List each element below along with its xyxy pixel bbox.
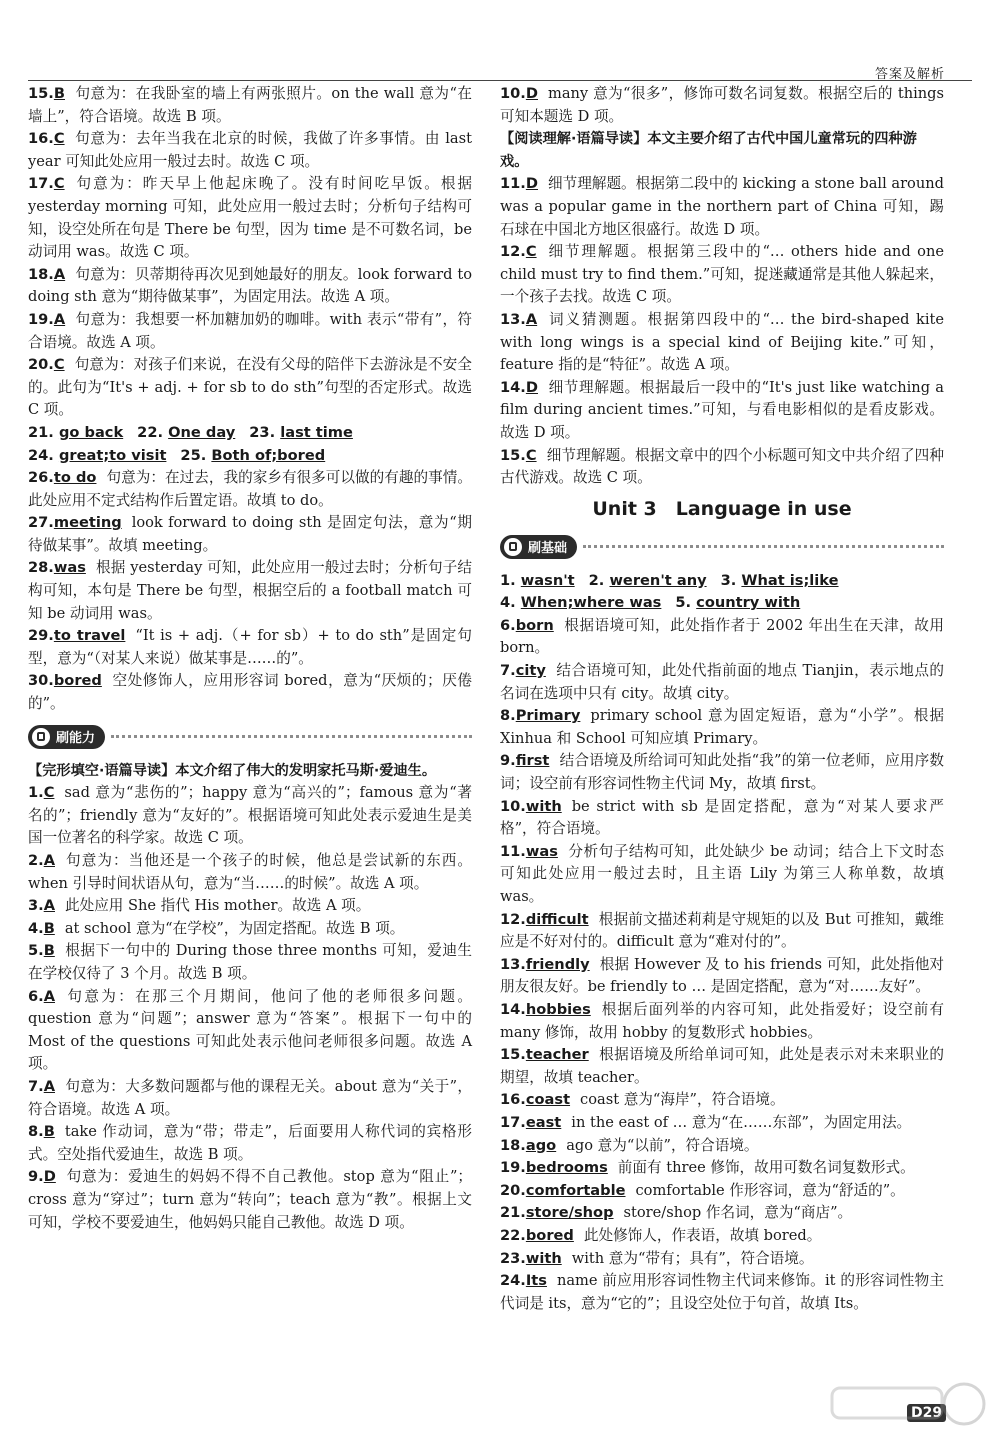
item-explanation: 此处应用 She 指代 His mother。故选 A 项。 — [65, 897, 371, 915]
item-number: 10. — [500, 797, 526, 815]
item-answer: A — [43, 1077, 55, 1095]
item-number: 27. — [28, 514, 54, 532]
item-answer: Primary — [515, 707, 581, 725]
answer-item — [28, 467, 472, 512]
item-number: 17. — [500, 1113, 526, 1131]
item-number: 16. — [28, 130, 54, 148]
item-number: 2. — [28, 852, 44, 869]
item-answer: first — [515, 752, 550, 770]
answer-item — [500, 841, 944, 909]
answer-item — [28, 940, 472, 985]
item-number: 8. — [28, 1123, 44, 1141]
answer-segment — [675, 594, 800, 611]
answer-item — [28, 512, 472, 557]
item-number: 26. — [28, 469, 54, 487]
book-icon — [504, 538, 522, 556]
answer-item — [500, 1157, 944, 1180]
item-explanation: 句意为：贝蒂期待再次见到她最好的朋友。look forward to doing sth 意为“期待做某事”，为固定用法。故选 A 项。 — [28, 265, 472, 306]
item-number: 18. — [500, 1136, 526, 1154]
item-explanation: 结合语境及所给词可知此处指“我”的第一位老师，应用序数词；设空前有形容词性物主代词 My，故填 first。 — [500, 752, 944, 793]
answer-item — [500, 445, 944, 490]
item-answer: country with — [696, 594, 801, 612]
item-explanation: 句意为：昨天早上他起床晚了。没有时间吃早饭。根据 yesterday morning 可知，此处应用一般过去时；分析句子结构可知，设空处所在句是 There be 句型，因为 time 是不可数名词，be 动词用 was。故选 C 项。 — [28, 175, 472, 261]
item-answer: hobbies — [525, 1000, 591, 1018]
item-number: 9. — [28, 1168, 44, 1186]
item-explanation: name 前应用形容词性物主代词来修饰。it 的形容词性物主代词是 its，意为“它的”；且设空处位于句首，故填 Its。 — [500, 1272, 944, 1312]
item-number: 13. — [500, 310, 526, 328]
item-explanation: ago 意为“以前”，符合语境。 — [566, 1136, 759, 1154]
item-number: 5. — [675, 594, 692, 612]
item-number: 14. — [500, 378, 526, 396]
item-number: 24. — [28, 446, 54, 464]
badge-label: 刷基础 — [528, 541, 568, 557]
answer-item — [500, 241, 944, 309]
item-number: 5. — [28, 942, 44, 960]
item-explanation: coast 意为“海岸”，符合语境。 — [580, 1091, 785, 1109]
item-number: 7. — [28, 1077, 44, 1095]
answer-segment — [28, 424, 123, 441]
item-explanation: 句意为：去年当我在北京的时候，我做了许多事情。由 last year 可知此处应用一般过去时。故选 C 项。 — [28, 130, 472, 170]
answer-segment — [249, 424, 353, 441]
answer-item — [28, 264, 472, 309]
item-number: 6. — [500, 616, 516, 634]
left-items-a — [28, 83, 472, 422]
item-answer: east — [525, 1113, 562, 1131]
item-explanation: store/shop 作名词，意为“商店”。 — [623, 1204, 853, 1222]
item-explanation: 根据 However 及 to his friends 可知，此处指他对朋友很友好。be friendly to … 是固定搭配，意为“对……友好”。 — [500, 955, 944, 996]
item-explanation: many 意为“很多”，修饰可数名词复数。根据空后的 things 可知本题选 D 项。 — [500, 85, 944, 125]
answer-item — [28, 895, 472, 918]
answer-item — [28, 1166, 472, 1234]
item-answer: weren't any — [609, 571, 707, 589]
item-explanation: comfortable 作形容词，意为“舒适的”。 — [635, 1181, 905, 1199]
item-explanation: 空处修饰人，应用形容词 bored，意为“厌烦的；厌倦的”。 — [28, 672, 472, 713]
item-explanation: 根据 yesterday 可知，此处应用一般过去时；分析句子结构可知，本句是 There be 句型，根据空后的 a football match 可知 be 动词用 was。 — [28, 559, 472, 622]
cloze-intro: 【完形填空·语篇导读】本文介绍了伟大的发明家托马斯·爱迪生。 — [28, 762, 437, 779]
item-explanation: 此处修饰人，作表语，故填 bored。 — [583, 1226, 822, 1244]
item-answer: B — [43, 919, 55, 937]
item-answer: D — [43, 1168, 56, 1186]
item-explanation: 结合语境可知，此处代指前面的地点 Tianjin，表示地点的名词在选项中只有 city。故填 city。 — [500, 662, 944, 702]
answer-item — [28, 782, 472, 850]
item-explanation: 前面有 three 修饰，故用可数名词复数形式。 — [617, 1159, 915, 1177]
item-number: 15. — [500, 446, 526, 464]
answer-item — [28, 986, 472, 1076]
item-number: 6. — [28, 987, 44, 1005]
item-number: 25. — [180, 446, 207, 464]
item-number: 17. — [28, 175, 54, 193]
answer-segment — [137, 424, 235, 441]
item-answer: B — [43, 942, 55, 960]
item-number: 19. — [500, 1159, 526, 1177]
answer-item — [500, 1112, 944, 1135]
item-answer: difficult — [525, 910, 589, 928]
header-rule — [28, 80, 972, 81]
answer-group-1-3 — [500, 570, 944, 593]
answer-item — [500, 796, 944, 841]
item-number: 1. — [500, 571, 516, 589]
item-answer: B — [53, 85, 65, 102]
item-explanation: 句意为：对孩子们来说，在没有父母的陪伴下去游泳是不安全的。此句为“It's + adj. + for sb to do sth”句型的否定形式。故选 C 项。 — [28, 356, 472, 419]
item-explanation: 句意为：在过去，我的家乡有很多可以做的有趣的事情。此处应用不定式结构作后置定语。故填 to do。 — [28, 469, 472, 509]
answer-item — [500, 1089, 944, 1112]
answer-item — [500, 615, 944, 660]
item-number: 19. — [28, 310, 54, 328]
item-explanation: 根据语境及所给单词可知，此处是表示对未来职业的期望，故填 teacher。 — [500, 1046, 944, 1086]
item-number: 29. — [28, 627, 54, 645]
item-number: 1. — [28, 784, 44, 802]
answer-item — [28, 557, 472, 625]
item-answer: was — [525, 842, 558, 860]
item-number: 30. — [28, 672, 54, 690]
item-explanation: with 意为“带有；具有”，符合语境。 — [571, 1249, 814, 1267]
item-number: 28. — [28, 559, 54, 577]
item-number: 15. — [500, 1046, 526, 1064]
left-column — [28, 83, 472, 1234]
item-answer: born — [515, 616, 554, 634]
item-answer: bedrooms — [525, 1159, 608, 1177]
item-answer: with — [525, 797, 562, 815]
item-answer: C — [525, 243, 537, 261]
item-number: 16. — [500, 1091, 526, 1109]
item-answer: C — [43, 784, 55, 802]
item-answer: B — [43, 1123, 55, 1141]
item-number: 4. — [500, 594, 516, 612]
item-explanation: 句意为：在我卧室的墙上有两张照片。on the wall 意为“在墙上”，符合语境。故选 B 项。 — [28, 85, 472, 125]
item-number: 3. — [28, 897, 44, 915]
answer-item — [500, 173, 944, 241]
item-answer: One day — [168, 423, 236, 441]
answer-item — [500, 1180, 944, 1203]
book-icon — [32, 728, 50, 746]
item-number: 21. — [500, 1204, 526, 1222]
right-items-b — [500, 173, 944, 489]
reading-intro: 【阅读理解·语篇导读】本文主要介绍了古代中国儿童常玩的四种游戏。 — [500, 131, 917, 170]
item-number: 15. — [28, 85, 54, 102]
item-answer: go back — [58, 423, 124, 441]
answer-item — [500, 954, 944, 999]
answer-item — [500, 705, 944, 750]
item-answer: last time — [280, 423, 353, 441]
item-number: 21. — [28, 423, 54, 441]
item-answer: ago — [525, 1136, 557, 1154]
answer-item — [28, 918, 472, 941]
item-number: 4. — [28, 919, 44, 937]
item-answer: D — [525, 85, 538, 102]
answer-item — [28, 1076, 472, 1121]
answer-segment — [500, 594, 661, 611]
right-items-c — [500, 615, 944, 1315]
item-explanation: 根据前文描述莉莉是守规矩的以及 But 可推知，戴维应是不好对付的。difficult 意为“难对付的”。 — [500, 910, 944, 951]
item-explanation: be strict with sb 是固定搭配，意为“对某人要求严格”，符合语境。 — [500, 797, 944, 838]
item-explanation: 细节理解题。根据文章中的四个小标题可知文中共介绍了四种古代游戏。故选 C 项。 — [500, 446, 944, 487]
item-number: 9. — [500, 752, 516, 770]
item-number: 11. — [500, 175, 526, 193]
item-explanation: primary school 意为固定短语，意为“小学”。根据 Xinhua 和 School 可知应填 Primary。 — [500, 707, 944, 747]
item-explanation: 句意为：大多数问题都与他的课程无关。about 意为“关于”，符合语境。故选 A 项。 — [28, 1077, 472, 1118]
item-answer: meeting — [53, 514, 122, 532]
item-explanation: 根据下一句中的 During those three months 可知，爱迪生在学校仅待了 3 个月。故选 B 项。 — [28, 942, 472, 982]
item-answer: D — [525, 378, 538, 396]
item-explanation: in the east of … 意为“在……东部”，为固定用法。 — [571, 1113, 912, 1131]
item-explanation: 细节理解题。根据第二段中的 kicking a stone ball around was a popular game in the northern part of China 可知，踢石球在中国北方地区很盛行。故选 D 项。 — [500, 175, 944, 238]
answer-item — [28, 128, 472, 173]
dotted-divider — [583, 545, 944, 548]
item-answer: wasn't — [520, 571, 575, 589]
item-explanation: “It is + adj.（+ for sb）+ to do sth”是固定句型，意为“（对某人来说）做某事是……的”。 — [28, 627, 472, 667]
item-answer: Both of;bored — [211, 446, 326, 464]
item-explanation: 根据后面列举的内容可知，此处指爱好；设空前有 many 修饰，故用 hobby 的复数形式 hobbies。 — [500, 1000, 944, 1041]
item-answer: to travel — [53, 627, 126, 645]
dotted-divider — [111, 735, 472, 738]
item-answer: great;to visit — [58, 446, 167, 464]
right-column — [500, 83, 944, 1315]
answer-item — [500, 309, 944, 377]
answer-group-21-23 — [28, 422, 472, 445]
answer-item — [500, 1202, 944, 1225]
item-number: 2. — [588, 571, 605, 589]
left-items-b — [28, 467, 472, 716]
item-number: 20. — [500, 1181, 526, 1199]
item-number: 18. — [28, 265, 54, 283]
answer-group-24-25 — [28, 445, 472, 468]
answer-item — [28, 625, 472, 670]
badge — [28, 725, 105, 749]
item-explanation: 细节理解题。根据最后一段中的“It's just like watching a film during ancient times.”可知，与看电影相似的是看皮影戏。故选 D 项。 — [500, 378, 944, 441]
badge — [500, 535, 577, 559]
item-answer: A — [53, 310, 66, 328]
answer-item — [500, 909, 944, 954]
item-explanation: at school 意为“在学校”，为固定搭配。故选 B 项。 — [64, 919, 405, 937]
item-answer: C — [53, 175, 65, 193]
item-answer: friendly — [525, 955, 590, 973]
answer-item — [500, 660, 944, 705]
item-answer: city — [515, 662, 546, 680]
item-explanation: 根据语境可知，此处指作者于 2002 年出生在天津，故用 born。 — [500, 616, 944, 657]
item-answer: C — [525, 446, 537, 464]
item-answer: comfortable — [525, 1181, 626, 1199]
header-title: 答案及解析 — [874, 67, 945, 82]
item-answer: bored — [53, 672, 102, 690]
item-explanation: 细节理解题。根据第三段中的“… others hide and one child must try to find them.”可知，捉迷藏通常是其他人躲起来，一个孩子去找。故选 C 项。 — [500, 243, 944, 306]
item-number: 13. — [500, 955, 526, 973]
answer-item — [28, 173, 472, 263]
item-answer: was — [53, 559, 86, 577]
item-answer: coast — [525, 1091, 571, 1109]
unit-title: Unit 3 Language in use — [592, 497, 852, 520]
watermark-logo — [826, 1380, 986, 1436]
item-answer: C — [53, 130, 65, 148]
section-badge-jichu — [500, 530, 944, 564]
item-answer: A — [43, 987, 55, 1005]
answer-item — [28, 83, 472, 128]
item-answer: to do — [53, 469, 97, 487]
item-explanation: 分析句子结构可知，此处缺少 be 动词；结合上下文时态可知此处应用一般过去时，且主语 Lily 为第三人称单数，故填 was。 — [500, 842, 944, 905]
item-answer: store/shop — [525, 1204, 614, 1222]
answer-item — [28, 354, 472, 422]
answer-item — [28, 309, 472, 354]
answer-group-4-5 — [500, 592, 944, 615]
item-answer: A — [525, 310, 538, 328]
item-explanation: sad 意为“悲伤的”；happy 意为“高兴的”；famous 意为“著名的”；friendly 意为“友好的”。根据语境可知此处表示爱迪生是美国一位著名的科学家。故选 C 项。 — [28, 784, 472, 847]
item-answer: A — [43, 897, 55, 915]
item-number: 7. — [500, 662, 516, 680]
item-explanation: 句意为：我想要一杯加糖加奶的咖啡。with 表示“带有”，符合语境。故选 A 项。 — [28, 310, 472, 351]
answer-segment — [589, 572, 707, 589]
item-number: 23. — [249, 423, 276, 441]
item-number: 12. — [500, 243, 526, 261]
item-number: 3. — [720, 571, 737, 589]
answer-item — [500, 999, 944, 1044]
item-explanation: 词义猜测题。根据第四段中的“… the bird-shaped kite with long wings is a special kind of Beijing kite.”可知，feature 指的是“特征”。故选 A 项。 — [500, 310, 944, 374]
item-explanation: 句意为：当他还是一个孩子的时候，他总是尝试新的东西。when 引导时间状语从句，意为“当……的时候”。故选 A 项。 — [28, 852, 472, 892]
answer-item — [500, 1044, 944, 1089]
item-answer: teacher — [525, 1046, 589, 1064]
item-explanation: 句意为：爱迪生的妈妈不得不自己教他。stop 意为“阻止”；cross 意为“穿过”；turn 意为“转向”；teach 意为“教”。根据上文可知，学校不要爱迪生，他妈妈只能自己教他。故选 D 项。 — [28, 1168, 472, 1231]
item-number: 12. — [500, 910, 526, 928]
item-explanation: take 作动词，意为“带；带走”，后面要用人称代词的宾格形式。空处指代爱迪生，故选 B 项。 — [28, 1123, 472, 1163]
item-number: 23. — [500, 1249, 526, 1267]
item-number: 14. — [500, 1000, 526, 1018]
item-answer: D — [525, 175, 538, 193]
item-answer: with — [525, 1249, 562, 1267]
answer-item — [28, 850, 472, 895]
answer-item — [28, 1121, 472, 1166]
answer-item — [500, 1270, 944, 1315]
answer-item — [28, 670, 472, 715]
item-explanation: 句意为：在那三个月期间，他问了他的老师很多问题。question 意为“问题”；answer 意为“答案”。根据下一句中的 Most of the questions 可知此处表示他问老师很多问题。故选 A 项。 — [28, 987, 472, 1073]
right-items-a — [500, 83, 944, 128]
answer-segment — [500, 572, 575, 589]
item-answer: A — [43, 852, 55, 869]
answer-item — [500, 377, 944, 445]
item-answer: What is;like — [741, 571, 839, 589]
item-number: 11. — [500, 842, 526, 860]
item-answer: When;where was — [520, 594, 662, 612]
item-answer: C — [53, 356, 65, 374]
answer-item — [500, 1135, 944, 1158]
item-number: 10. — [500, 85, 526, 102]
item-number: 24. — [500, 1272, 526, 1290]
left-items-c — [28, 782, 472, 1234]
item-number: 20. — [28, 356, 54, 374]
answer-item — [500, 1225, 944, 1248]
item-answer: A — [53, 265, 66, 283]
item-answer: bored — [525, 1226, 574, 1244]
item-number: 22. — [500, 1226, 526, 1244]
item-answer: Its — [525, 1272, 547, 1290]
answer-item — [500, 83, 944, 128]
answer-item — [500, 750, 944, 795]
section-badge-nengli — [28, 720, 472, 754]
item-number: 22. — [137, 423, 164, 441]
item-explanation: look forward to doing sth 是固定句法，意为“期待做某事”。故填 meeting。 — [28, 514, 472, 554]
answer-segment — [28, 447, 166, 464]
page-number: D29 — [907, 1404, 946, 1422]
answer-item — [500, 1248, 944, 1271]
answer-segment — [180, 447, 325, 464]
answer-segment — [721, 572, 839, 589]
item-number: 8. — [500, 707, 516, 725]
badge-label: 刷能力 — [56, 731, 96, 747]
